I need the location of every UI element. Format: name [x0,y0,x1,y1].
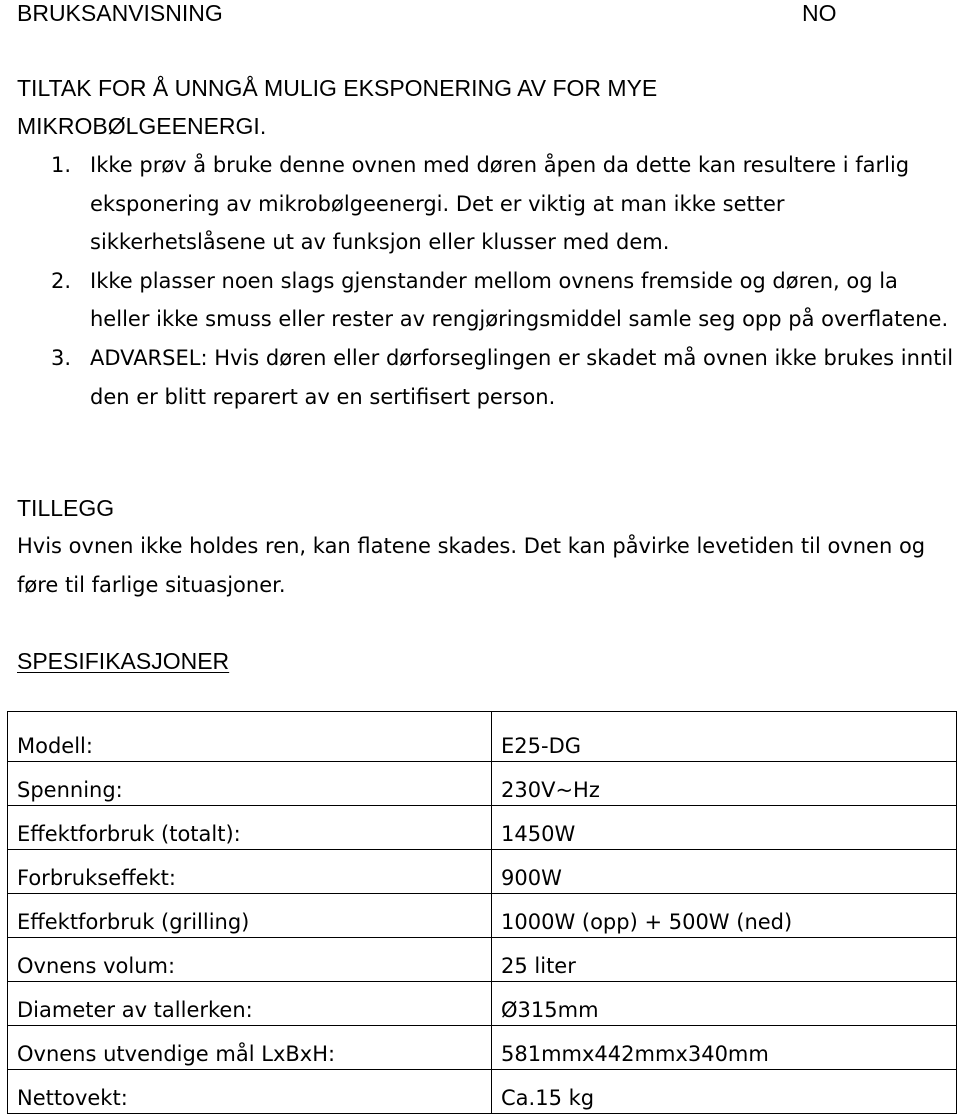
spec-label: Diameter av tallerken: [8,982,492,1026]
spec-label: Forbrukseffekt: [8,850,492,894]
list-item-text: Ikke plasser noen slags gjenstander mellom ovnens fremside og døren, og la heller ikke smuss eller rester av rengjøringsmiddel samle seg opp på overflatene. [90,268,949,332]
language-code: NO [802,0,837,26]
table-row [8,762,957,806]
spec-value: 25 liter [492,938,957,982]
safety-list [0,146,960,416]
spec-value: 1450W [492,806,957,850]
list-item-number: 1. [51,153,72,177]
table-row [8,1026,957,1070]
spec-value: 1000W (opp) + 500W (ned) [492,894,957,938]
specs-table [7,711,957,1114]
spec-value: Ca.15 kg [492,1070,957,1114]
safety-heading-line2: MIKROBØLGEENERGI. [17,113,267,139]
spec-value: 230V~Hz [492,762,957,806]
list-item [0,339,960,416]
spec-label: Nettovekt: [8,1070,492,1114]
spec-value: 900W [492,850,957,894]
spec-label: Modell: [8,712,492,762]
table-row [8,938,957,982]
specs-heading: SPESIFIKASJONER [17,648,230,674]
spec-label: Ovnens utvendige mål LxBxH: [8,1026,492,1070]
list-item [0,262,960,339]
document-title: BRUKSANVISNING [17,0,223,26]
spec-label: Ovnens volum: [8,938,492,982]
table-row [8,982,957,1026]
spec-value: E25-DG [492,712,957,762]
spec-value: 581mmx442mmx340mm [492,1026,957,1070]
spec-value: Ø315mm [492,982,957,1026]
safety-heading-line1: TILTAK FOR Å UNNGÅ MULIG EKSPONERING AV FOR MYE [17,75,658,101]
table-row [8,1070,957,1114]
list-item-text: ADVARSEL: Hvis døren eller dørforseglingen er skadet må ovnen ikke brukes inntil den er blitt reparert av en sertifisert person. [90,345,954,409]
table-row [8,894,957,938]
list-item-number: 3. [51,345,72,370]
table-row [8,712,957,762]
spec-label: Spenning: [8,762,492,806]
table-row [8,850,957,894]
list-item-text: Ikke prøv å bruke denne ovnen med døren åpen da dette kan resultere i farlig eksponering av mikrobølgeenergi. Det er viktig at man ikke setter sikkerhetslåsene ut av funksjon eller klusser med dem. [90,153,910,255]
spec-label: Effektforbruk (totalt): [8,806,492,850]
list-item-number: 2. [51,268,72,293]
spec-label: Effektforbruk (grilling) [8,894,492,938]
supplement-text: Hvis ovnen ikke holdes ren, kan flatene skades. Det kan påvirke levetiden til ovnen og føre til farlige situasjoner. [17,534,926,597]
list-item [0,146,960,262]
supplement-heading: TILLEGG [17,495,115,521]
table-row [8,806,957,850]
